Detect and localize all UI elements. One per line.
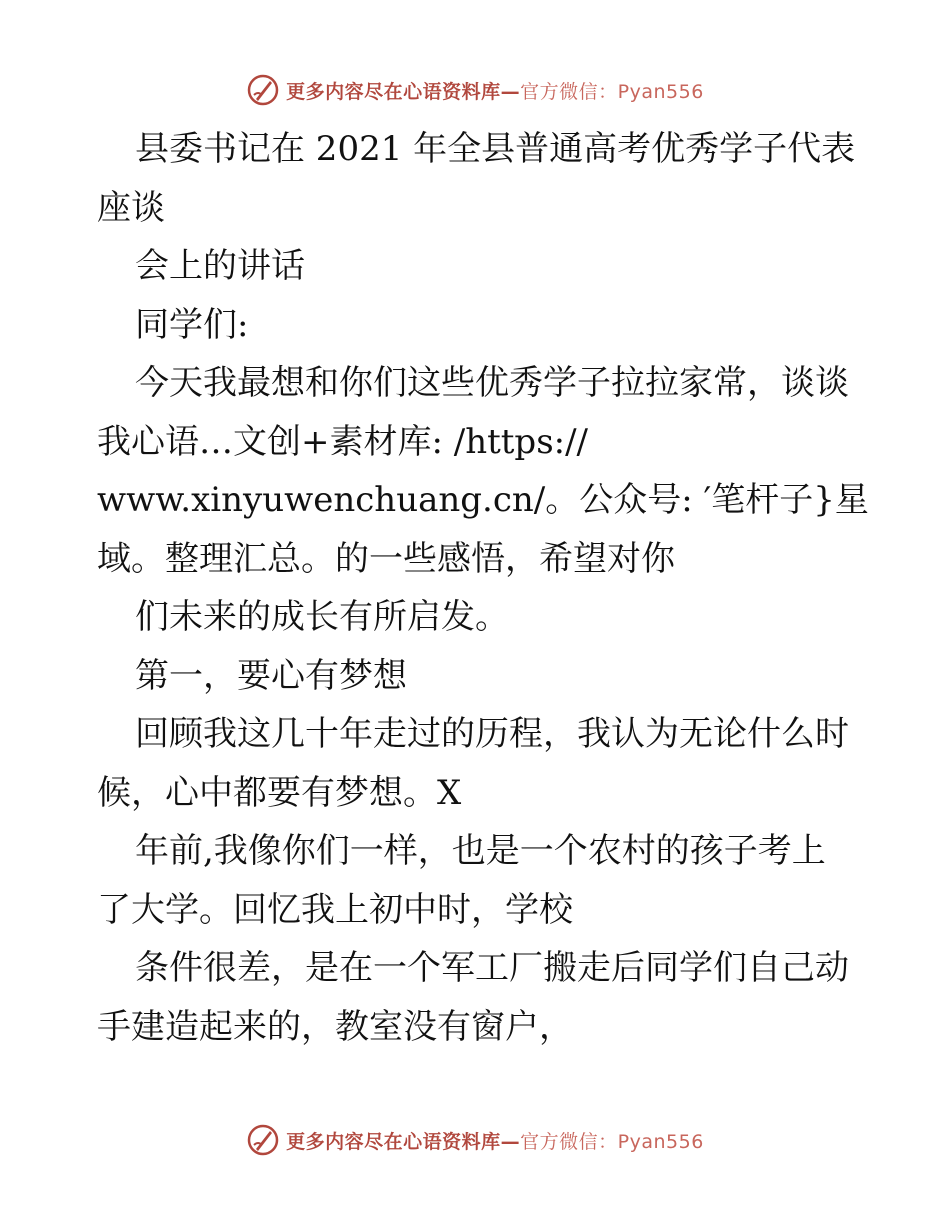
quill-pen-logo-icon [246, 73, 280, 107]
text-line: www.xinyuwenchuang.cn/。公众号: ′笔杆子}星 [97, 480, 869, 520]
banner-text [286, 77, 704, 104]
text-line: 手建造起来的，教室没有窗户， [97, 1006, 573, 1047]
banner-separator: — [500, 80, 521, 103]
text-line: 座谈 [97, 187, 165, 228]
banner-wechat: 官方微信：Pyan556 [520, 1130, 704, 1153]
text-line: 年前,我像你们一样，也是一个农村的孩子考上 [135, 831, 826, 871]
text-line: 候，心中都要有梦想。X [97, 772, 462, 813]
footer-banner [0, 1120, 950, 1160]
quill-pen-logo-icon [246, 1123, 280, 1157]
text-line: 了大学。回忆我上初中时，学校 [97, 889, 573, 930]
document-body [97, 120, 869, 1056]
banner-separator: — [500, 1130, 521, 1153]
header-banner-content [246, 73, 704, 107]
text-line: 我心语…文创+素材库: /https:// [97, 421, 589, 462]
text-line: 第一，要心有梦想 [135, 655, 407, 696]
footer-banner-content [246, 1123, 704, 1157]
banner-wechat: 官方微信：Pyan556 [520, 80, 704, 103]
text-line: 回顾我这几十年走过的历程，我认为无论什么时 [135, 714, 849, 754]
text-line: 条件很差，是在一个军工厂搬走后同学们自己动 [135, 948, 849, 988]
text-line: 会上的讲话 [135, 246, 305, 286]
banner-title: 更多内容尽在心语资料库 [286, 1130, 501, 1153]
banner-text [286, 1127, 704, 1154]
text-line: 们未来的成长有所启发。 [135, 597, 509, 637]
banner-title: 更多内容尽在心语资料库 [286, 80, 501, 103]
header-banner [0, 70, 950, 110]
text-line: 同学们: [135, 304, 249, 345]
text-line: 县委书记在 2021 年全县普通高考优秀学子代表 [135, 129, 856, 169]
text-line: 域。整理汇总。的一些感悟，希望对你 [97, 538, 675, 579]
text-line: 今天我最想和你们这些优秀学子拉拉家常，谈谈 [135, 363, 849, 403]
